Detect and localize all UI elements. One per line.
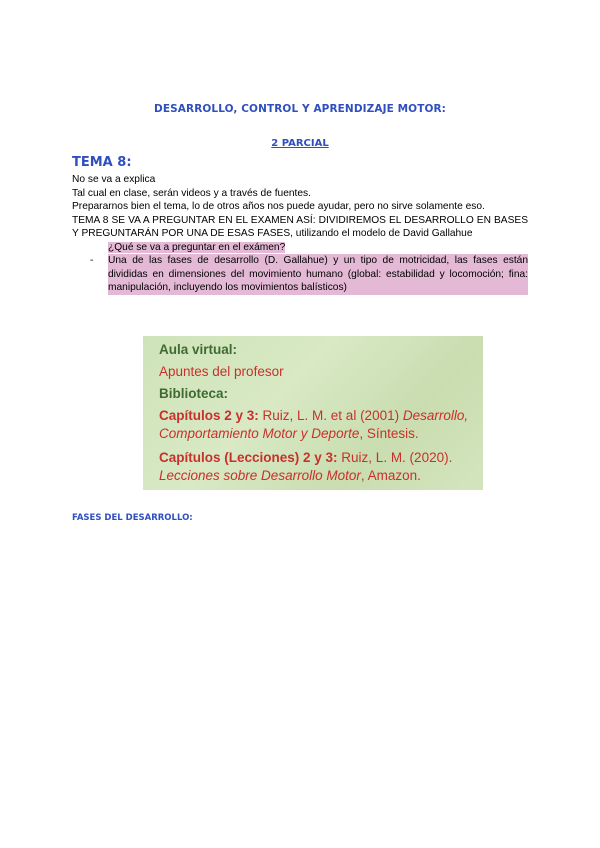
reference-1 — [159, 408, 489, 424]
aula-virtual-heading: Aula virtual: — [159, 342, 238, 357]
reference-1-cont — [159, 426, 419, 442]
exam-question — [72, 241, 528, 255]
reference-1-chapters: Capítulos 2 y 3: — [159, 408, 259, 423]
note-line: Tal cual en clase, serán videos y a través de fuentes. — [72, 187, 311, 199]
reference-2-publisher: , Amazon. — [360, 468, 421, 483]
notes-body — [72, 173, 528, 295]
note-line-exam: TEMA 8 SE VA A PREGUNTAR EN EL EXAMEN ASÍ: DIVIDIREMOS EL DESARROLLO EN BASES Y PREGUNTARÁN POR UNA DE ESAS FASES, utilizando el modelo de David Gallahue — [72, 214, 528, 239]
list-item — [72, 254, 528, 295]
reference-2-author: Ruiz, L. M. (2020). — [337, 450, 453, 465]
reference-1-publisher: , Síntesis. — [359, 426, 419, 441]
bullet-text: Una de las fases de desarrollo (D. Gallahue) y un tipo de motricidad, las fases están divididas en dimensiones del movimiento humano (global: estabilidad y locomoción; fina: manipulación, incluyendo los movimientos balísticos) — [108, 255, 528, 293]
reference-2 — [159, 450, 452, 466]
resources-panel — [143, 336, 483, 490]
reference-1-title-a: Desarrollo, — [402, 408, 469, 423]
reference-1-author: Ruiz, L. M. et al (2001) — [258, 408, 403, 423]
reference-2-title: Lecciones sobre Desarrollo Motor — [159, 468, 361, 483]
note-line: Prepararnos bien el tema, lo de otros años nos puede ayudar, pero no sirve solamente eso. — [72, 201, 485, 212]
reference-1-title-b: Comportamiento Motor y Deporte — [159, 426, 360, 441]
section-heading-tema-8: TEMA 8: — [72, 155, 132, 170]
aula-virtual-item: Apuntes del profesor — [159, 364, 284, 379]
note-line: No se va a explica — [72, 174, 156, 185]
bullet-dash: - — [90, 255, 94, 266]
bullet-list — [72, 254, 528, 295]
document-title: DESARROLLO, CONTROL Y APRENDIZAJE MOTOR: — [154, 103, 446, 115]
exam-question-text: ¿Qué se va a preguntar en el exámen? — [108, 241, 286, 253]
reference-2-chapters: Capítulos (Lecciones) 2 y 3: — [159, 450, 338, 465]
reference-2-cont — [159, 468, 421, 484]
biblioteca-heading: Biblioteca: — [159, 386, 229, 401]
section-heading-fases: FASES DEL DESARROLLO: — [72, 513, 193, 523]
partial-subtitle: 2 PARCIAL — [271, 138, 329, 149]
